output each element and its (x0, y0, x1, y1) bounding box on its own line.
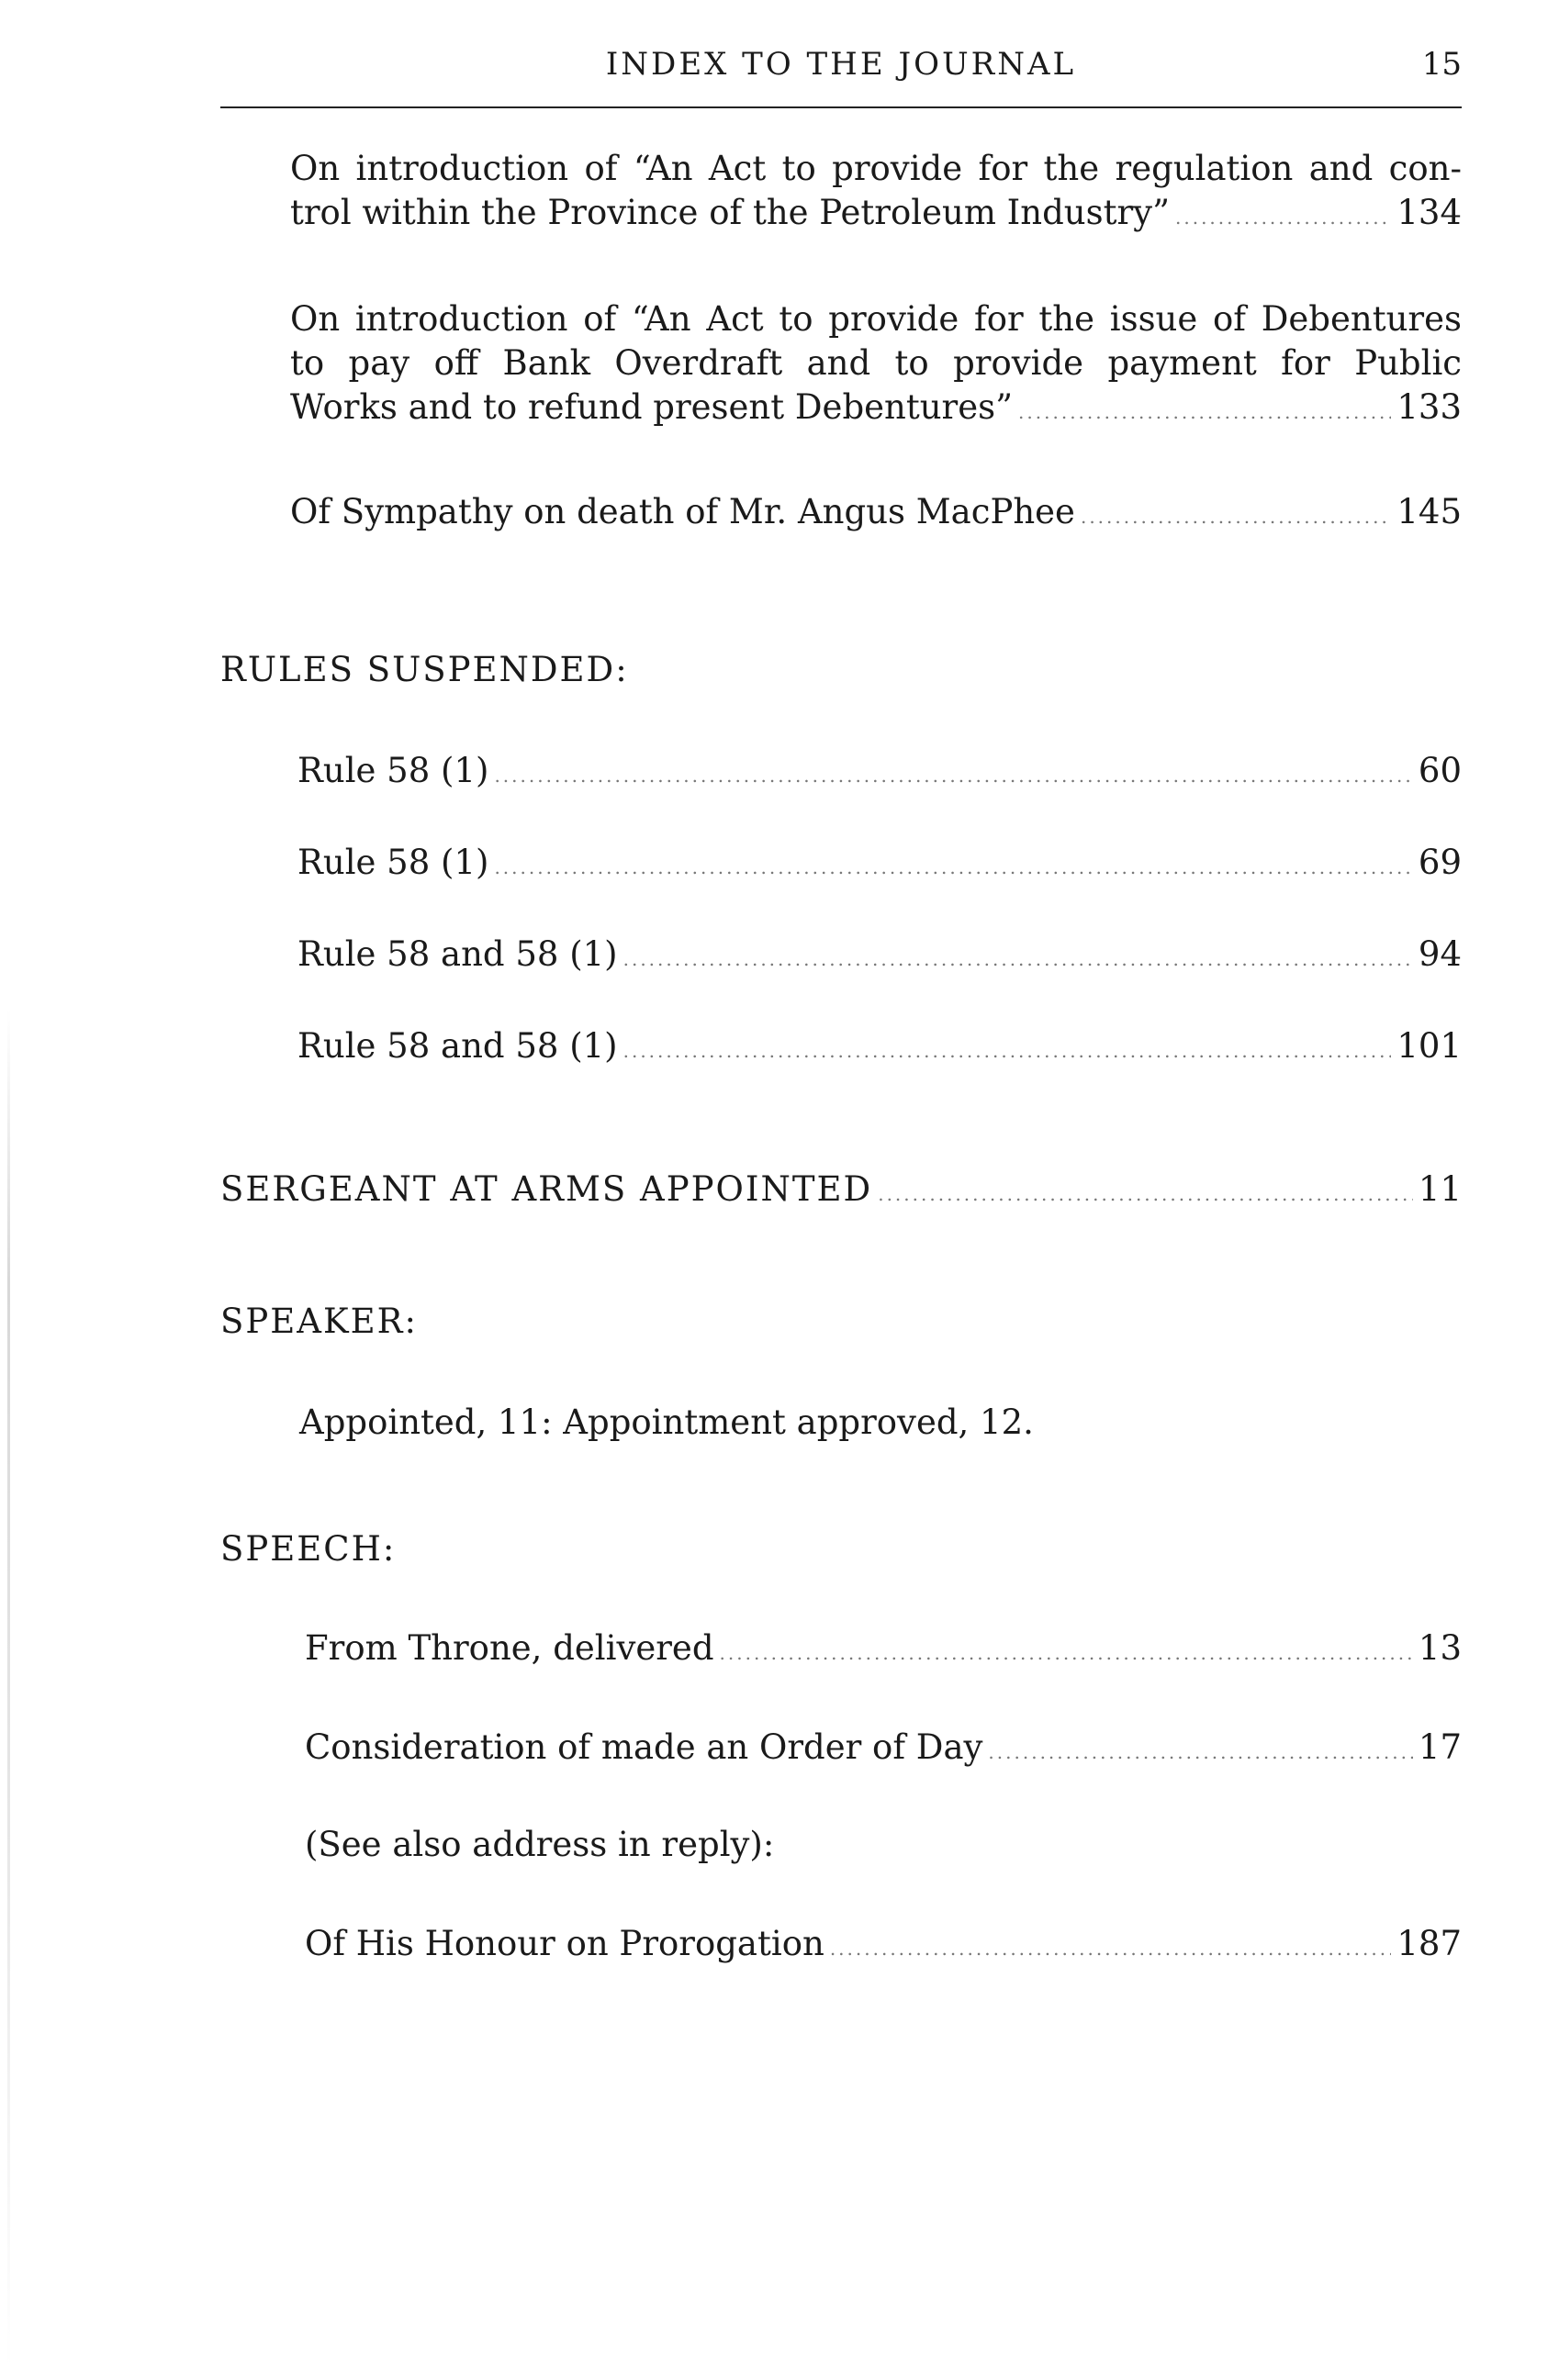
entry-text: From Throne, delivered (305, 1628, 714, 1668)
entry-page: 187 (1396, 1924, 1462, 1963)
entry-petroleum (290, 147, 1462, 240)
heading-speaker: SPEAKER: (220, 1302, 418, 1341)
entry-page: 133 (1396, 387, 1462, 427)
entry-text: Consideration of made an Order of Day (305, 1727, 983, 1767)
heading-speech: SPEECH: (220, 1529, 397, 1569)
entry-text: Rule 58 and 58 (1) (297, 1026, 618, 1066)
entry-page: 60 (1418, 751, 1462, 790)
entry-text: On introduction of “An Act to provide for the issue of Debentures (290, 299, 1462, 339)
entry-leader-line (297, 1024, 1462, 1073)
running-head-title: INDEX TO THE JOURNAL (605, 46, 1077, 83)
dot-leader (830, 1927, 1392, 1971)
dot-leader (988, 1730, 1412, 1774)
entry-page: 69 (1418, 843, 1462, 882)
entry-leader-line (220, 1168, 1462, 1216)
dot-leader (494, 754, 1412, 798)
dot-leader (1175, 196, 1391, 240)
speech-see-also: (See also address in reply): (305, 1825, 775, 1864)
entry-text: Of Sympathy on death of Mr. Angus MacPhee (290, 492, 1075, 531)
dot-leader (623, 937, 1413, 981)
dot-leader (623, 1029, 1392, 1073)
entry-leader-line (305, 1922, 1462, 1971)
running-head (220, 46, 1462, 106)
entry-page: 145 (1396, 492, 1462, 531)
entry-page: 13 (1418, 1628, 1462, 1668)
entry-page: 101 (1396, 1026, 1462, 1066)
entry-page: 94 (1418, 934, 1462, 974)
entry-text: Rule 58 (1) (297, 843, 489, 882)
speaker-text: Appointed, 11: Appointment approved, 12. (299, 1402, 1034, 1442)
entry-leader-line (297, 749, 1462, 798)
entry-leader-line (290, 191, 1462, 240)
entry-text: trol within the Province of the Petroleum Industry” (290, 193, 1170, 232)
header-rule (220, 106, 1462, 108)
entry-leader-line (297, 841, 1462, 889)
entry-leader-line (297, 933, 1462, 981)
speech-item (305, 1922, 1462, 1971)
dot-leader (494, 845, 1412, 889)
entry-text: SERGEANT AT ARMS APPOINTED (220, 1169, 873, 1209)
dot-leader (1081, 495, 1391, 539)
entry-text: Of His Honour on Prorogation (305, 1924, 824, 1963)
rules-item (297, 841, 1462, 889)
scan-edge-shadow (7, 1010, 10, 2368)
entry-page: 17 (1418, 1727, 1462, 1767)
entry-text: Rule 58 and 58 (1) (297, 934, 618, 974)
dot-leader (1018, 390, 1391, 434)
entry-debentures (290, 297, 1462, 434)
entry-leader-line (290, 385, 1462, 434)
entry-sympathy (290, 490, 1462, 539)
entry-page: 134 (1396, 193, 1462, 232)
entry-text: On introduction of “An Act to provide for the regulation and con- (290, 149, 1462, 188)
heading-rules-suspended: RULES SUSPENDED: (220, 650, 629, 689)
entry-sergeant (220, 1168, 1462, 1216)
entry-text: to pay off Bank Overdraft and to provide payment for Public (290, 343, 1462, 383)
page-number: 15 (1421, 46, 1462, 83)
speech-item (305, 1726, 1462, 1774)
entry-leader-line (305, 1726, 1462, 1774)
entry-text: Rule 58 (1) (297, 751, 489, 790)
dot-leader (720, 1631, 1413, 1675)
entry-leader-line (290, 490, 1462, 539)
rules-item (297, 1024, 1462, 1073)
dot-leader (878, 1172, 1413, 1216)
entry-leader-line (305, 1626, 1462, 1675)
rules-item (297, 749, 1462, 798)
rules-item (297, 933, 1462, 981)
entry-text: Works and to refund present Debentures” (290, 387, 1014, 427)
index-page (220, 46, 1462, 1963)
entry-page: 11 (1418, 1169, 1462, 1209)
speech-item (305, 1626, 1462, 1675)
